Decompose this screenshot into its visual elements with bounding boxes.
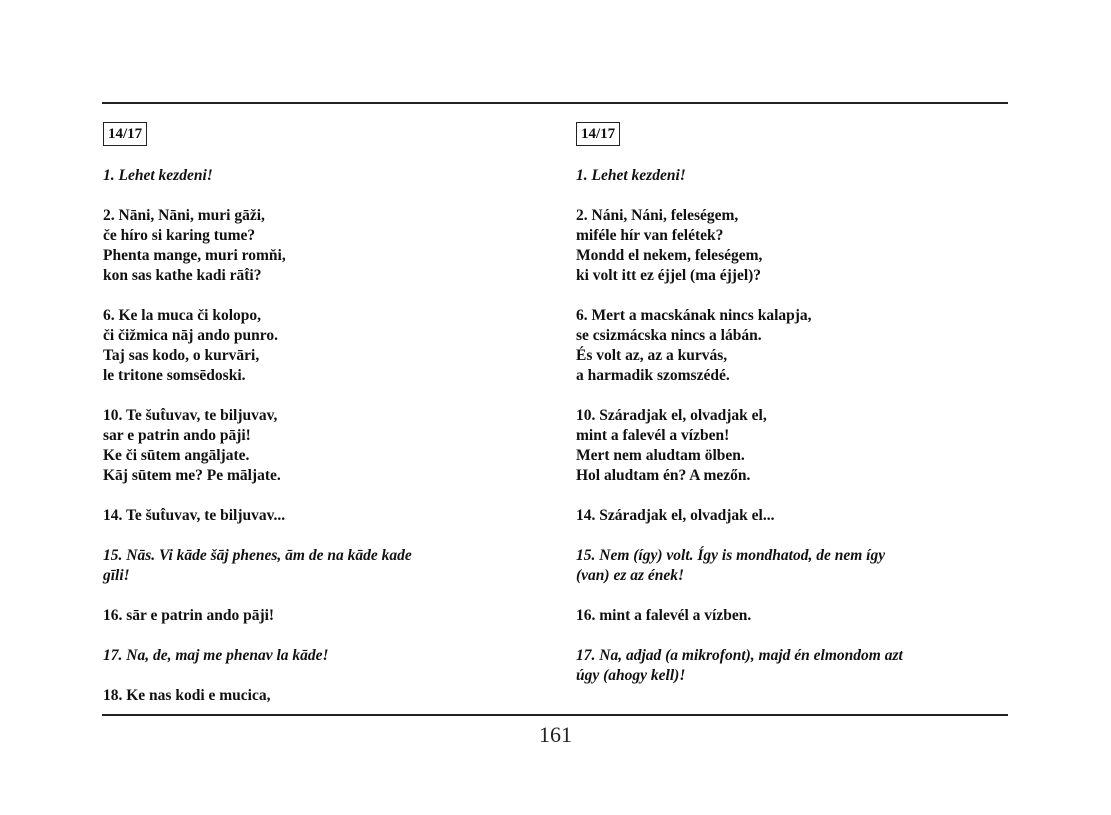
verse-line: 6. Mert a macskának nincs kalapja,: [576, 307, 812, 324]
verse-line: 14. Te šut̂uvav, te biljuvav...: [103, 507, 286, 524]
song-number-box: 14/17: [103, 122, 147, 146]
bottom-rule: [102, 714, 1008, 716]
verse-line: 17. Na, adjad (a mikrofont), majd én elmondom azt: [576, 647, 903, 664]
verse-line: ki volt itt ez éjjel (ma éjjel)?: [576, 267, 762, 284]
verse-line: Mert nem aludtam ölben.: [576, 447, 745, 464]
hungarian-column: [576, 122, 976, 706]
stanza: [576, 646, 976, 686]
verse-line: 1. Lehet kezdeni!: [103, 167, 213, 184]
stanza: [576, 506, 976, 526]
verse-line: kon sas kathe kadi rāt̂i?: [103, 267, 262, 284]
stanza: [103, 686, 503, 706]
verse-line: 17. Na, de, maj me phenav la kāde!: [103, 647, 329, 664]
verse-line: le tritone somsēdoski.: [103, 367, 246, 384]
verse-line: Ke či sūtem angāljate.: [103, 447, 250, 464]
top-rule: [102, 102, 1008, 104]
verse-line: če híro si karing tume?: [103, 227, 256, 244]
verse-line: 15. Nās. Vi kāde šāj phenes, ām de na kāde kade: [103, 547, 412, 564]
verse-line: Mondd el nekem, feleségem,: [576, 247, 763, 264]
stanza: [103, 306, 503, 386]
verse-line: 14. Száradjak el, olvadjak el...: [576, 507, 775, 524]
stanza-list: [576, 166, 976, 686]
verse-line: Phenta mange, muri romňi,: [103, 247, 286, 264]
verse-line: miféle hír van felétek?: [576, 227, 724, 244]
verse-line: 10. Te šut̂uvav, te biljuvav,: [103, 407, 278, 424]
verse-line: Kāj sūtem me? Pe māljate.: [103, 467, 281, 484]
stanza: [576, 546, 976, 586]
verse-line: 6. Ke la muca či kolopo,: [103, 307, 262, 324]
verse-line: 18. Ke nas kodi e mucica,: [103, 687, 271, 704]
verse-line: úgy (ahogy kell)!: [576, 667, 686, 684]
stanza: [103, 206, 503, 286]
stanza: [576, 406, 976, 486]
verse-line: 1. Lehet kezdeni!: [576, 167, 686, 184]
stanza: [576, 306, 976, 386]
stanza: [576, 606, 976, 626]
stanza: [103, 546, 503, 586]
verse-line: 10. Száradjak el, olvadjak el,: [576, 407, 767, 424]
verse-line: mint a falevél a vízben!: [576, 427, 730, 444]
verse-line: 16. mint a falevél a vízben.: [576, 607, 752, 624]
verse-line: sar e patrin ando pāji!: [103, 427, 251, 444]
stanza: [103, 606, 503, 626]
song-number-box: 14/17: [576, 122, 620, 146]
page-number: 161: [539, 722, 572, 747]
verse-line: Taj sas kodo, o kurvāri,: [103, 347, 260, 364]
verse-line: 2. Nāni, Nāni, muri gāži,: [103, 207, 265, 224]
stanza: [576, 206, 976, 286]
verse-line: gīli!: [103, 567, 130, 584]
stanza: [576, 166, 976, 186]
stanza: [103, 406, 503, 486]
stanza: [103, 166, 503, 186]
verse-line: 16. sār e patrin ando pāji!: [103, 607, 275, 624]
romani-column: [103, 122, 503, 726]
stanza-list: [103, 166, 503, 706]
stanza: [103, 646, 503, 666]
verse-line: se csizmácska nincs a lábán.: [576, 327, 762, 344]
verse-line: 2. Náni, Náni, feleségem,: [576, 207, 739, 224]
stanza: [103, 506, 503, 526]
verse-line: a harmadik szomszédé.: [576, 367, 730, 384]
verse-line: 15. Nem (így) volt. Így is mondhatod, de nem így: [576, 547, 886, 564]
verse-line: És volt az, az a kurvás,: [576, 347, 728, 364]
verse-line: či čižmica nāj ando punro.: [103, 327, 278, 344]
verse-line: Hol aludtam én? A mezőn.: [576, 467, 751, 484]
verse-line: (van) ez az ének!: [576, 567, 685, 584]
